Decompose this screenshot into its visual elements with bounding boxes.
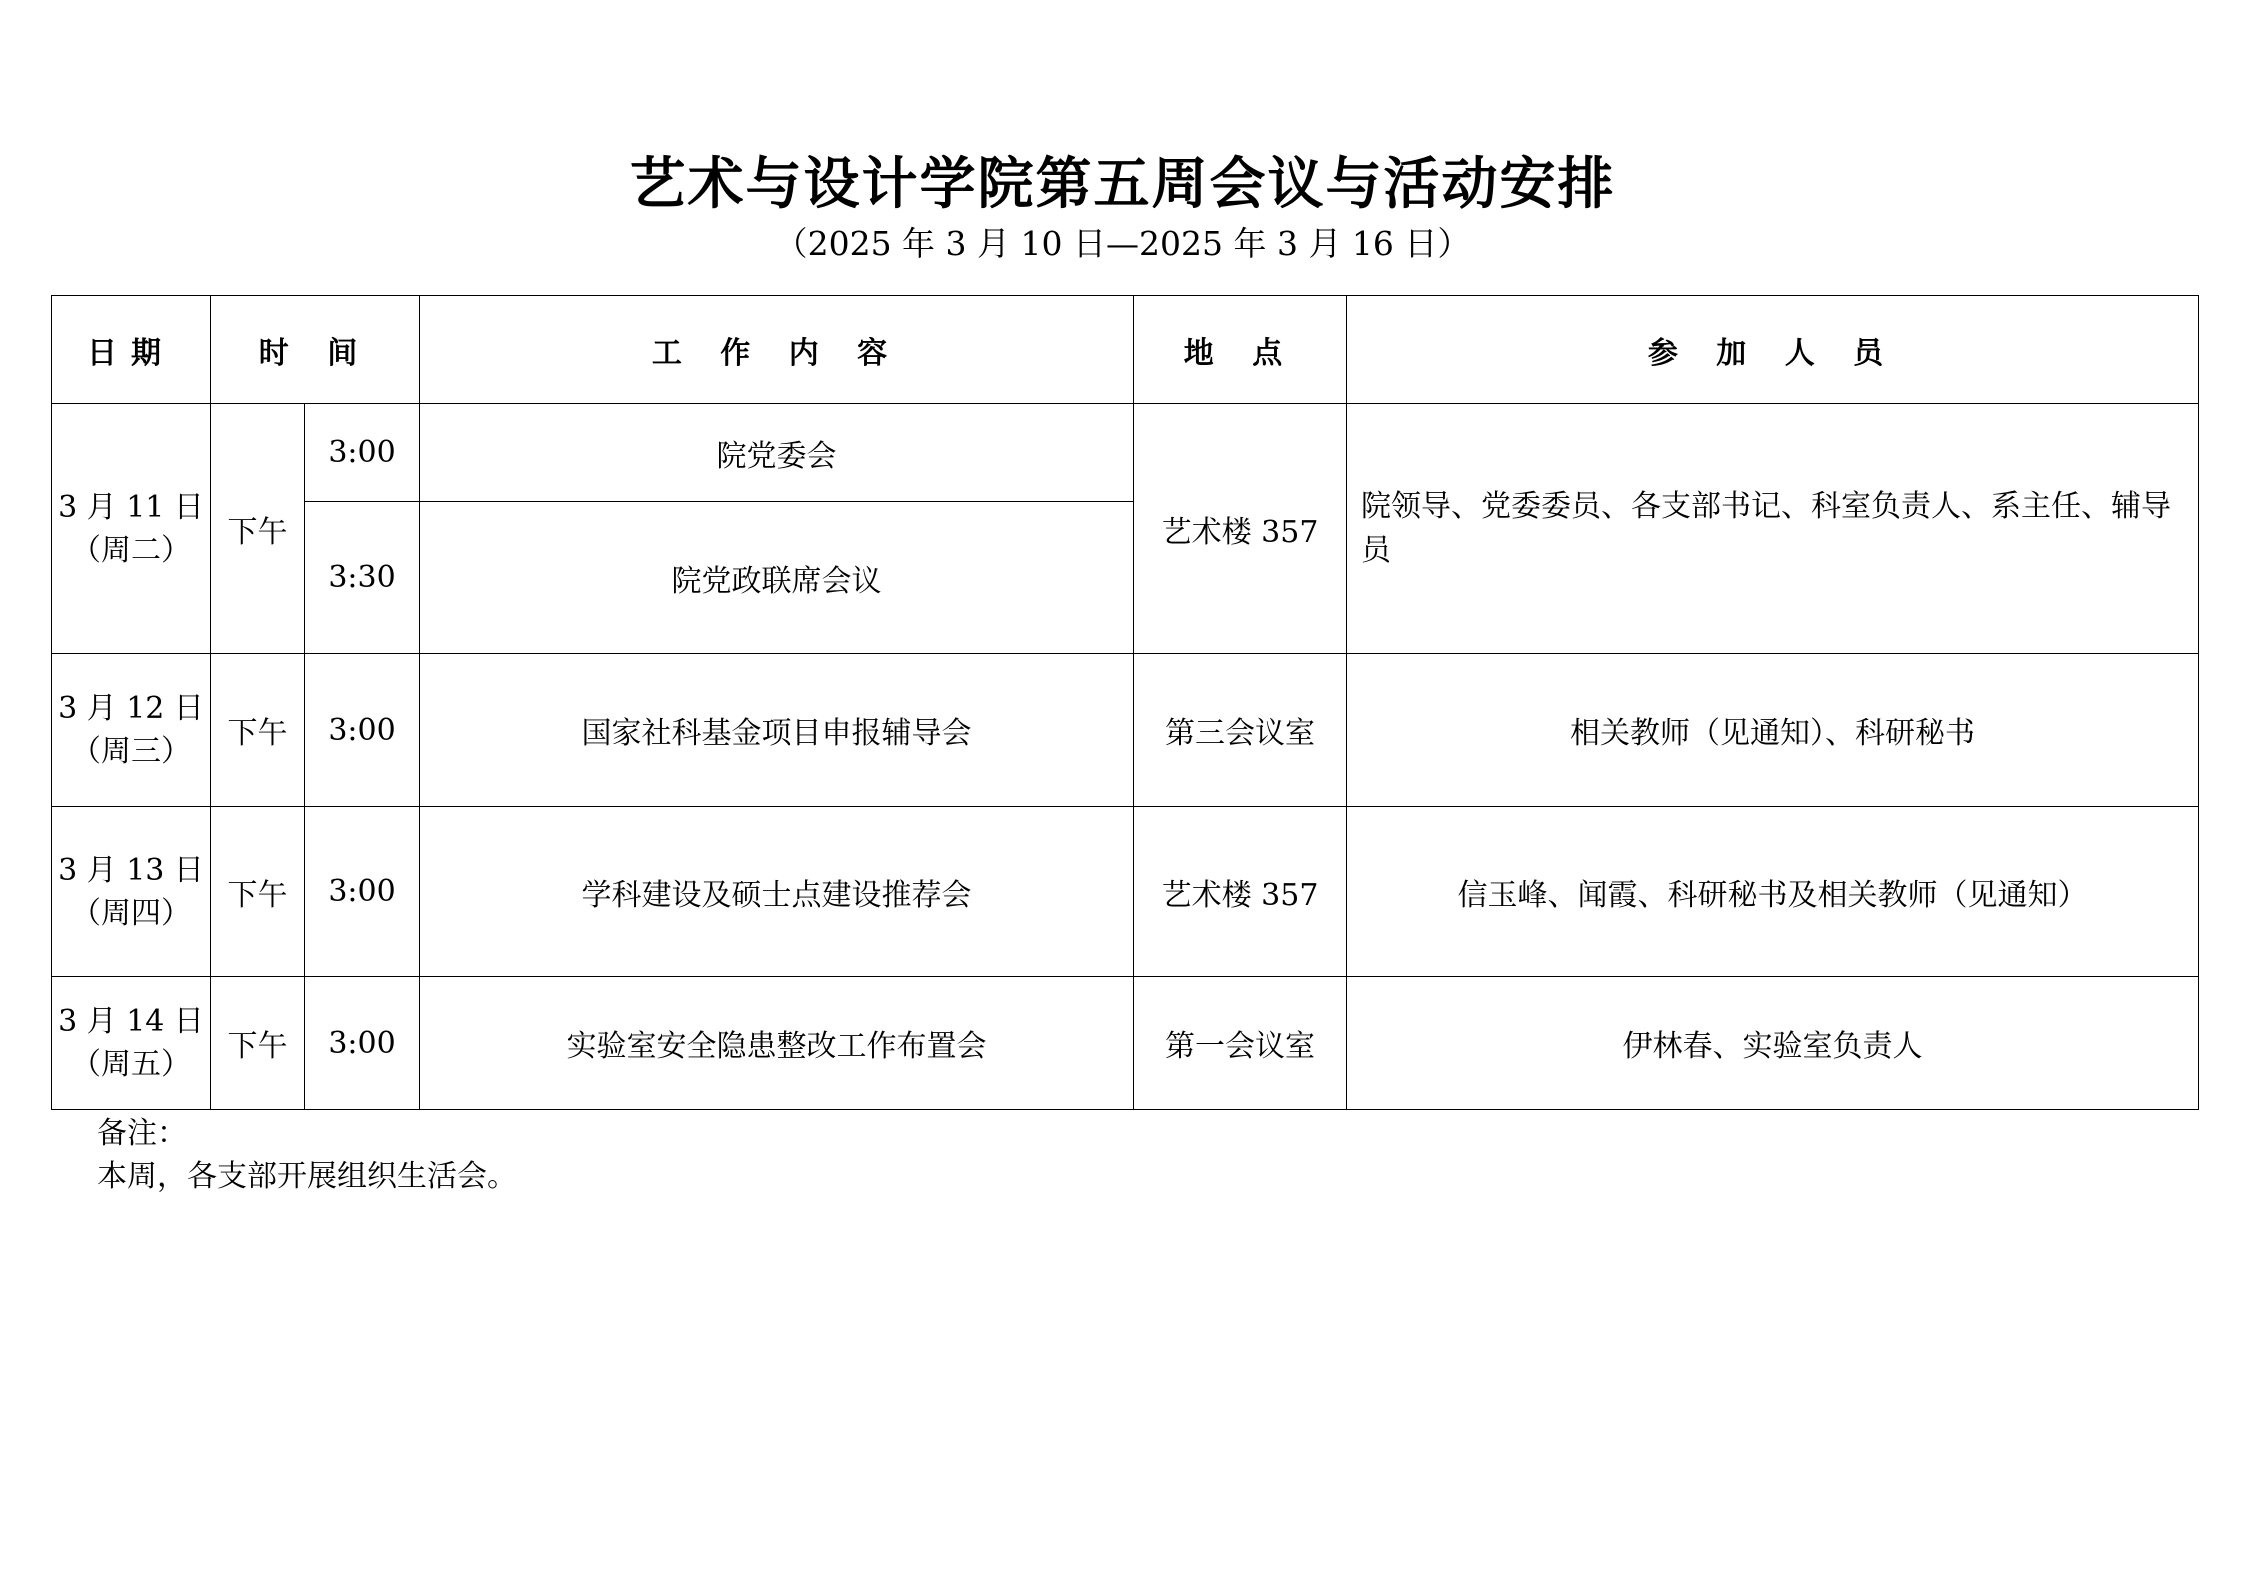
- weekday-text: （周二）: [71, 532, 191, 568]
- period-cell: 下午: [211, 977, 305, 1110]
- time-cell: 3:30: [305, 502, 420, 654]
- header-participants: 参 加 人 员: [1347, 296, 2199, 404]
- table-row: [52, 654, 2199, 807]
- notes-label: 备注：: [97, 1116, 187, 1151]
- header-location: 地 点: [1134, 296, 1347, 404]
- location-cell: 第一会议室: [1134, 977, 1347, 1110]
- location-cell: 艺术楼 357: [1134, 807, 1347, 977]
- date-cell: [52, 977, 211, 1110]
- participants-cell: 伊林春、实验室负责人: [1347, 977, 2199, 1110]
- date-text: 3 月 13 日: [58, 852, 204, 888]
- weekday-text: （周四）: [71, 895, 191, 931]
- table-row: [52, 807, 2199, 977]
- content-cell: 实验室安全隐患整改工作布置会: [420, 977, 1134, 1110]
- date-text: 3 月 11 日: [58, 489, 204, 525]
- period-cell: 下午: [211, 654, 305, 807]
- location-cell: 第三会议室: [1134, 654, 1347, 807]
- date-cell: [52, 654, 211, 807]
- time-cell: 3:00: [305, 404, 420, 502]
- header-date: 日期: [52, 296, 211, 404]
- date-cell: [52, 404, 211, 654]
- header-time: 时 间: [211, 296, 420, 404]
- weekday-text: （周五）: [71, 1047, 191, 1082]
- notes-section: [97, 1112, 517, 1198]
- content-cell: 学科建设及硕士点建设推荐会: [420, 807, 1134, 977]
- content-cell: 院党委会: [420, 404, 1134, 502]
- notes-text: 本周，各支部开展组织生活会。: [97, 1159, 517, 1194]
- schedule-table: [51, 295, 2199, 1110]
- date-text: 3 月 12 日: [58, 691, 204, 726]
- participants-cell: 院领导、党委委员、各支部书记、科室负责人、系主任、辅导员: [1347, 404, 2199, 654]
- period-cell: 下午: [211, 807, 305, 977]
- time-cell: 3:00: [305, 807, 420, 977]
- participants-cell: 相关教师（见通知）、科研秘书: [1347, 654, 2199, 807]
- participants-cell: 信玉峰、闻霞、科研秘书及相关教师（见通知）: [1347, 807, 2199, 977]
- page-title: 艺术与设计学院第五周会议与活动安排: [629, 152, 1616, 217]
- date-text: 3 月 14 日: [58, 1004, 204, 1039]
- weekday-text: （周三）: [71, 734, 191, 769]
- time-cell: 3:00: [305, 977, 420, 1110]
- content-cell: 国家社科基金项目申报辅导会: [420, 654, 1134, 807]
- date-range-subtitle: （2025 年 3 月 10 日—2025 年 3 月 16 日）: [774, 224, 1471, 263]
- table-row: [52, 404, 2199, 502]
- content-cell: 院党政联席会议: [420, 502, 1134, 654]
- header-content: 工 作 内 容: [420, 296, 1134, 404]
- table-header-row: [52, 296, 2199, 404]
- location-cell: 艺术楼 357: [1134, 404, 1347, 654]
- time-cell: 3:00: [305, 654, 420, 807]
- table-row: [52, 977, 2199, 1110]
- period-cell: 下午: [211, 404, 305, 654]
- date-cell: [52, 807, 211, 977]
